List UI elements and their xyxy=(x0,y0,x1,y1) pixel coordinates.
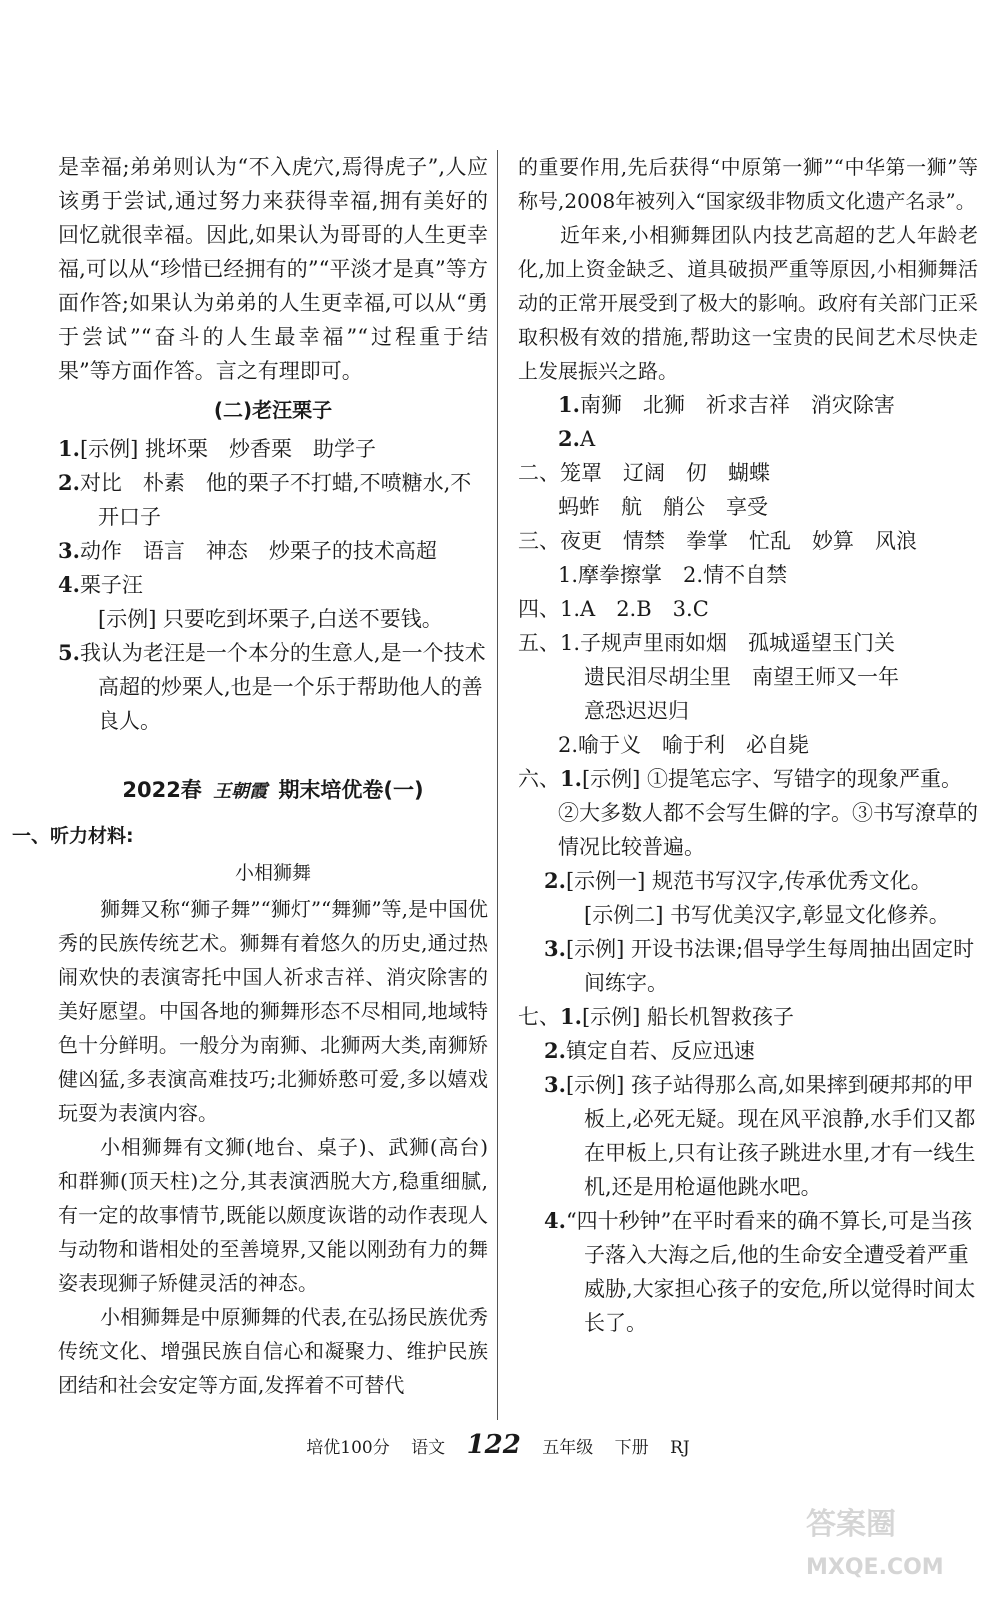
column-divider xyxy=(497,150,498,1420)
watermark-main: 答案圈 xyxy=(806,1507,896,1542)
answer-item: 1.[示例] 挑坏栗 炒香栗 助学子 xyxy=(58,436,376,461)
answer-continuation: 是幸福;弟弟则认为“不入虎穴,焉得虎子”,人应该勇于尝试,通过努力来获得幸福,拥有美好的回忆就很幸福。因此,如果认为哥哥的人生更幸福,可以从“珍惜已经拥有的”“平淡才是真”等方面作答;如果认为弟弟的人生更幸福,可以从“勇于尝试”“奋斗的人生最幸福”“过程重于结果”等方面作答。言之有理即可。 xyxy=(58,155,488,383)
answer-item: 3.动作 语言 神态 炒栗子的技术高超 xyxy=(58,538,437,563)
answer-item: 4.栗子汪 xyxy=(58,572,143,597)
page-footer xyxy=(0,1430,996,1460)
section-4: 四、1.A 2.B 3.C xyxy=(518,597,709,621)
story-paragraph: 小相狮舞有文狮(地台、桌子)、武狮(高台)和群狮(顶天柱)之分,其表演洒脱大方,稳重细腻,有一定的故事情节,既能以颇度诙谐的动作表现人与动物和谐相处的至善境界,又能以刚劲有力的舞姿表现狮子矫健灵活的神态。 xyxy=(58,1135,488,1295)
section-6: 六、1.[示例] ①提笔忘字、写错字的现象严重。②大多数人都不会写生僻的字。③书写潦草的情况比较普遍。 xyxy=(518,766,978,859)
left-column xyxy=(12,150,488,1402)
right-column xyxy=(518,150,978,1340)
answer-item: 2.A xyxy=(558,426,596,451)
answer-item: 1.南狮 北狮 祈求吉祥 消灾除害 xyxy=(558,392,895,417)
story-title: 小相狮舞 xyxy=(234,862,311,884)
section-2-line: 蚂蚱 航 艄公 享受 xyxy=(558,495,768,519)
story-paragraph: 狮舞又称“狮子舞”“狮灯”“舞狮”等,是中国优秀的民族传统艺术。狮舞有着悠久的历史,通过热闹欢快的表演寄托中国人祈求吉祥、消灾除害的美好愿望。中国各地的狮舞形态不尽相同,地域特色十分鲜明。一般分为南狮、北狮两大类,南狮矫健凶猛,多表演高难技巧;北狮娇憨可爱,多以嬉戏玩耍为表演内容。 xyxy=(58,897,488,1125)
footer-subject: 语文 xyxy=(411,1438,446,1458)
section-5-line: 遗民泪尽胡尘里 南望王师又一年 xyxy=(584,665,899,689)
footer-grade: 五年级 xyxy=(542,1438,594,1458)
answer-item: 3.[示例] 开设书法课;倡导学生每周抽出固定时间练字。 xyxy=(544,936,975,995)
section-3-line: 1.摩拳擦掌 2.情不自禁 xyxy=(558,563,788,587)
watermark-sub: MXQE.COM xyxy=(806,1555,944,1580)
answer-item-example: [示例] 只要吃到坏栗子,白送不要钱。 xyxy=(98,607,443,631)
section-2: 二、笼罩 辽阔 仞 蝴蝶 xyxy=(518,461,770,485)
answer-item: 4.“四十秒钟”在平时看来的确不算长,可是当孩子落入大海之后,他的生命安全遭受着严重威胁,大家担心孩子的安危,所以觉得时间太长了。 xyxy=(544,1208,976,1335)
section-5-line: 2.喻于义 喻于利 必自毙 xyxy=(558,733,810,757)
answer-item: 5.我认为老汪是一个本分的生意人,是一个技术高超的炒栗人,也是一个乐于帮助他人的善良人。 xyxy=(58,640,486,733)
exam-name: 期末培优卷(一) xyxy=(278,778,424,802)
footer-edition: RJ xyxy=(670,1438,690,1458)
section-5-line: 意恐迟迟归 xyxy=(584,699,689,723)
story-paragraph: 小相狮舞是中原狮舞的代表,在弘扬民族优秀传统文化、增强民族自信心和凝聚力、维护民族团结和社会安定等方面,发挥着不可替代 xyxy=(58,1305,488,1397)
footer-term: 下册 xyxy=(614,1438,649,1458)
exam-year: 2022春 xyxy=(122,778,202,802)
section-7: 七、1.[示例] 船长机智救孩子 xyxy=(518,1004,794,1029)
exam-brand: 王朝霞 xyxy=(213,781,268,802)
answer-item: 2.对比 朴素 他的栗子不打蜡,不喷糖水,不开口子 xyxy=(58,470,472,529)
page-number: 122 xyxy=(466,1430,521,1460)
answer-item: 3.[示例] 孩子站得那么高,如果摔到硬邦邦的甲板上,必死无疑。现在风平浪静,水手们又都在甲板上,只有让孩子跳进水里,才有一线生机,还是用枪逼他跳水吧。 xyxy=(544,1072,976,1199)
section-5: 五、1.子规声里雨如烟 孤城遥望玉门关 xyxy=(518,631,896,655)
section-3: 三、夜更 情禁 拳掌 忙乱 妙算 风浪 xyxy=(518,529,917,553)
answer-item-example: [示例二] 书写优美汉字,彰显文化修养。 xyxy=(584,903,950,927)
story-paragraph: 近年来,小相狮舞团队内技艺高超的艺人年龄老化,加上资金缺乏、道具破损严重等原因,小相狮舞活动的正常开展受到了极大的影响。政府有关部门正采取积极有效的措施,帮助这一宝贵的民间艺术尽快走上发展振兴之路。 xyxy=(518,223,978,383)
exam-title xyxy=(58,772,488,810)
answer-item: 2.[示例一] 规范书写汉字,传承优秀文化。 xyxy=(544,868,932,893)
listening-heading: 一、听力材料: xyxy=(12,825,134,847)
story-paragraph: 的重要作用,先后获得“中原第一狮”“中华第一狮”等称号,2008年被列入“国家级非物质文化遗产名录”。 xyxy=(518,155,978,213)
footer-book: 培优100分 xyxy=(306,1438,390,1458)
section-title: (二)老汪栗子 xyxy=(213,398,333,422)
answer-item: 2.镇定自若、反应迅速 xyxy=(544,1038,755,1063)
watermark-logo xyxy=(800,1496,960,1586)
